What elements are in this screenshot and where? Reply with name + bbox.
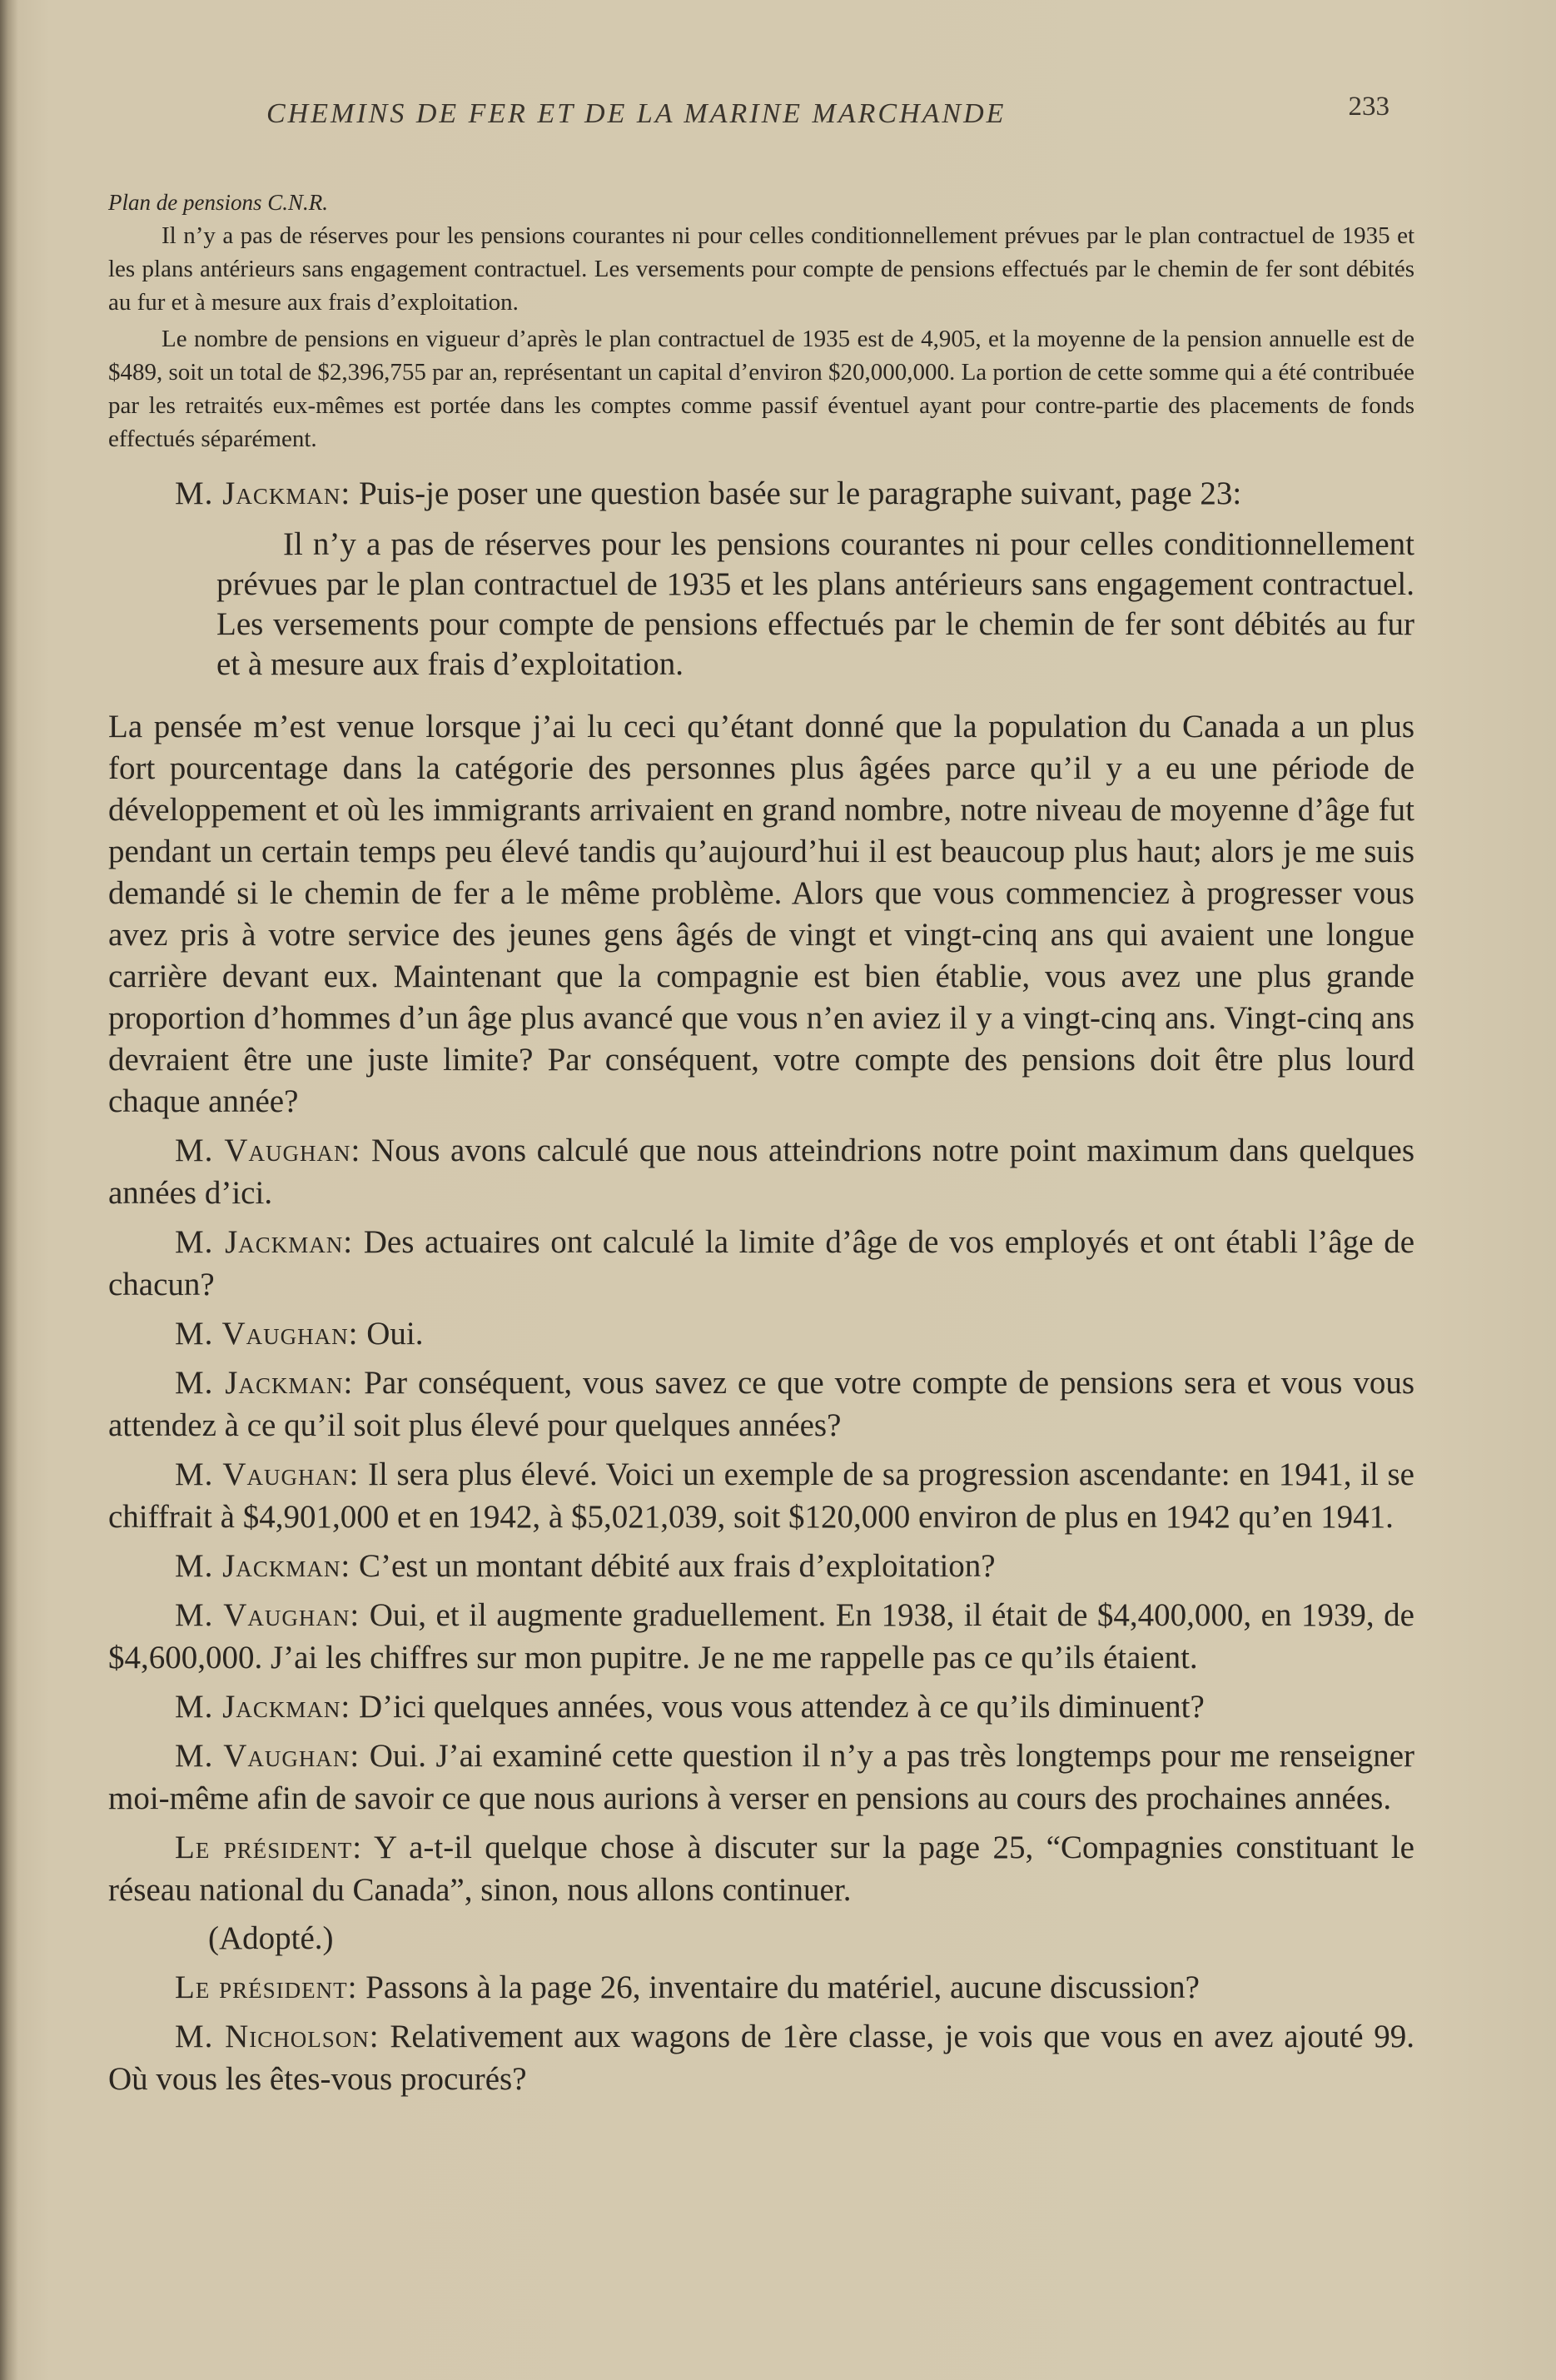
speech-text: Y a-t-il quelque chose à discuter sur la page 25, “Compagnies constituant le réseau national du Canada”, sinon, nous allons continuer.: [108, 1830, 1414, 1908]
speech-text: Par conséquent, vous savez ce que votre compte de pensions sera et vous vous attendez à ce qu’il soit plus élevé pour quelques années?: [108, 1365, 1414, 1443]
note-paragraph: Il n’y a pas de réserves pour les pensions courantes ni pour celles conditionnellement prévues par le plan contractuel de 1935 et les plans antérieurs sans engagement contractuel. Les versements pour compte de pensions effectués par le chemin de fer sont débités au fur et à mesure aux frais d’exploitation.: [108, 222, 1414, 316]
speech-text: Puis-je poser une question basée sur le paragraphe suivant, page 23:: [350, 476, 1242, 511]
speech-text: Passons à la page 26, inventaire du matériel, aucune discussion?: [357, 1969, 1200, 2005]
speech-text: D’ici quelques années, vous vous attendez à ce qu’ils diminuent?: [350, 1689, 1205, 1725]
running-title: CHEMINS DE FER ET DE LA MARINE MARCHANDE: [266, 98, 1007, 129]
dialogue-paragraph: [108, 1129, 1414, 1214]
speaker-name: M. Vaughan:: [175, 1738, 360, 1774]
dialogue-paragraph: [108, 1826, 1414, 1911]
speaker-name: M. Vaughan:: [175, 1316, 359, 1352]
adopted-note: (Adopté.): [208, 1920, 334, 1956]
dialogue-paragraph: [108, 472, 1414, 515]
dialogue-paragraph: [108, 1453, 1414, 1538]
speaker-name: Le président:: [175, 1830, 363, 1865]
dialogue-paragraph: [108, 2015, 1414, 2100]
dialogue-paragraph: [108, 1685, 1414, 1728]
speaker-name: M. Jackman:: [175, 1365, 354, 1401]
dialogue-paragraph: [108, 1362, 1414, 1446]
dialogue-paragraph: [108, 1545, 1414, 1587]
speech-text: Oui.: [358, 1316, 424, 1352]
speaker-name: M. Jackman:: [175, 1689, 351, 1725]
dialogue-paragraph: [108, 1221, 1414, 1306]
continuation-paragraph: La pensée m’est venue lorsque j’ai lu ceci qu’étant donné que la population du Canada a un plus fort pourcentage dans la catégorie des personnes plus âgées parce qu’il y a eu une période de développement et où les immigrants arrivaient en grand nombre, notre niveau de moyenne d’âge fut pendant un certain temps peu élevé tandis qu’aujourd’hui il est beaucoup plus haut; alors je me suis demandé si le chemin de fer a le même problème. Alors que vous commenciez à progresser vous avez pris à votre service des jeunes gens âgés de vingt et vingt-cinq ans qui avaient une longue carrière devant eux. Maintenant que la compagnie est bien établie, vous avez une plus grande proportion d’hommes d’un âge plus avancé que vous n’en aviez il y a vingt-cinq ans. Vingt-cinq ans devraient être une juste limite? Par conséquent, votre compte des pensions doit être plus lourd chaque année?: [108, 709, 1414, 1119]
speaker-name: M. Nicholson:: [175, 2019, 380, 2054]
speaker-name: M. Jackman:: [175, 1224, 354, 1260]
speech-text: Des actuaires ont calculé la limite d’âge de vos employés et ont établi l’âge de chacun?: [108, 1224, 1414, 1302]
speaker-name: M. Vaughan:: [175, 1456, 360, 1492]
speech-text: C’est un montant débité aux frais d’exploitation?: [350, 1548, 996, 1584]
speech-text: Relativement aux wagons de 1ère classe, je vois que vous en avez ajouté 99. Où vous les êtes-vous procurés?: [108, 2019, 1415, 2097]
speaker-name: Le président:: [175, 1969, 358, 2005]
note-title: Plan de pensions C.N.R.: [108, 190, 328, 215]
speech-text: Nous avons calculé que nous atteindrions notre point maximum dans quelques années d’ici.: [108, 1133, 1414, 1211]
speaker-name: M. Vaughan:: [175, 1597, 360, 1633]
dialogue-paragraph: [108, 1594, 1414, 1679]
block-quote: Il n’y a pas de réserves pour les pensions courantes ni pour celles conditionnellement prévues par le plan contractuel de 1935 et les plans antérieurs sans engagement contractuel. Les versements pour compte de pensions effectués par le chemin de fer sont débités au fur et à mesure aux frais d’exploitation.: [216, 526, 1414, 682]
dialogue-paragraph: [108, 1312, 1414, 1355]
dialogue-paragraph: [108, 1966, 1414, 2009]
speaker-name: M. Jackman:: [175, 1548, 351, 1584]
speech-text: Oui, et il augmente graduellement. En 1938, il était de $4,400,000, en 1939, de $4,600,000. J’ai les chiffres sur mon pupitre. Je ne me rappelle pas ce qu’ils étaient.: [108, 1597, 1414, 1675]
page-number: 233: [1348, 92, 1389, 122]
note-section: [108, 190, 1414, 456]
speech-text: Oui. J’ai examiné cette question il n’y a pas très longtemps pour me renseigner moi-même afin de savoir ce que nous aurions à verser en pensions au cours des prochaines années.: [108, 1738, 1414, 1816]
note-paragraph: Le nombre de pensions en vigueur d’après le plan contractuel de 1935 est de 4,905, et la moyenne de la pension annuelle est de $489, soit un total de $2,396,755 par an, représentant un capital d’environ $20,000,000. La portion de cette somme qui a été contribuée par les retraités eux-mêmes est portée dans les comptes comme passif éventuel ayant pour contre-partie des placements de fonds effectués séparément.: [108, 326, 1414, 452]
page-header: [108, 92, 1414, 158]
speaker-name: M. Vaughan:: [175, 1133, 361, 1168]
speech-text: Il sera plus élevé. Voici un exemple de sa progression ascendante: en 1941, il se chiffrait à $4,901,000 et en 1942, à $5,021,039, soit $120,000 environ de plus en 1942 qu’en 1941.: [108, 1456, 1414, 1535]
speaker-name: M. Jackman:: [175, 476, 351, 511]
dialogue-paragraph: [108, 1735, 1414, 1820]
